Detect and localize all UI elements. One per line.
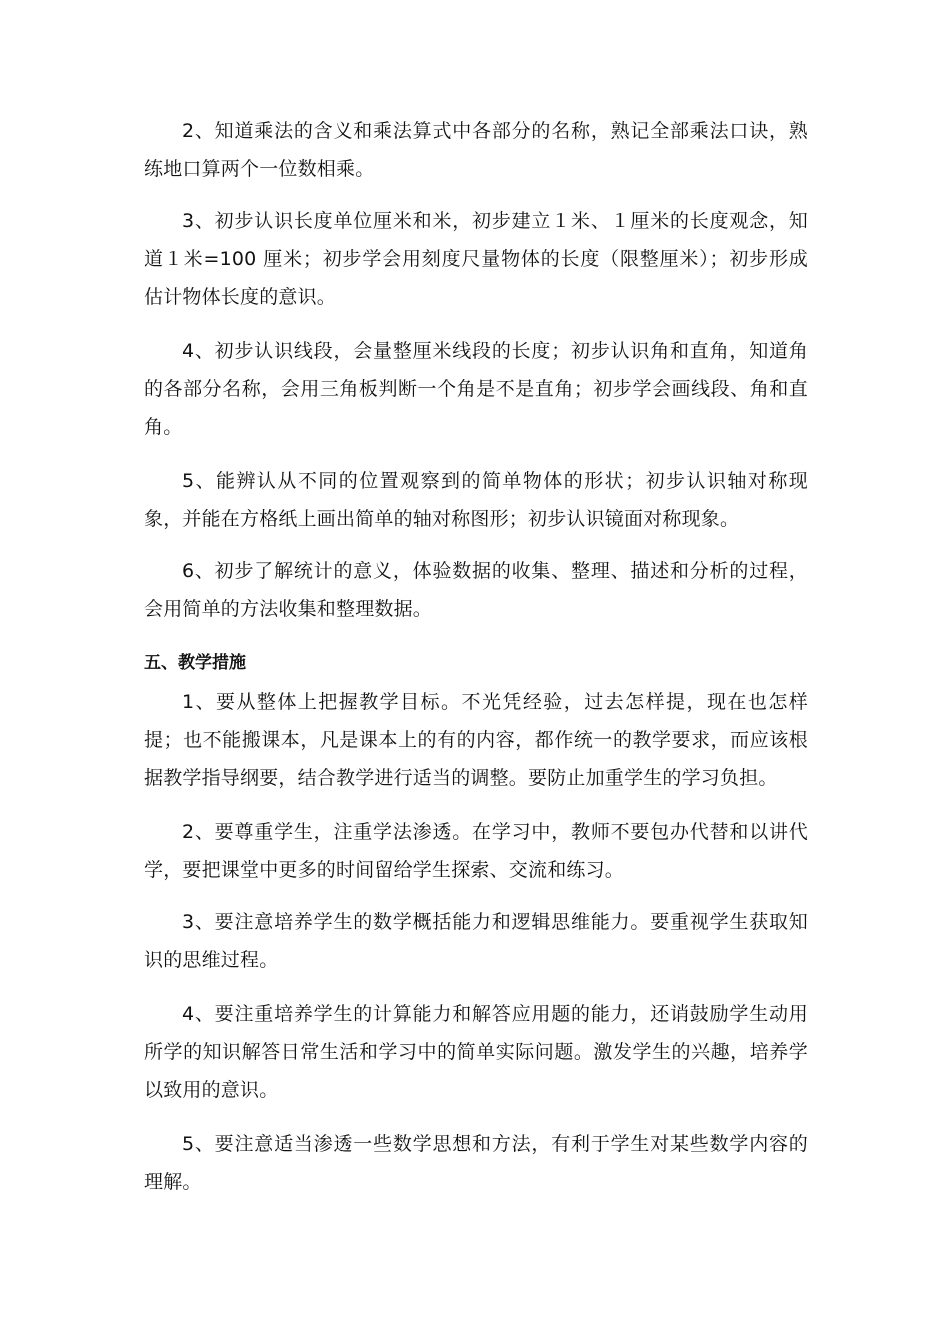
- measure-1: 1、要从整体上把握教学目标。不光凭经验，过去怎样提，现在也怎样提；也不能搬课本，凡是课本上的有的内容，都作统一的教学要求，而应该根据教学指导纲要，结合教学进行适当的调整。要防止加重学生的学习负担。: [144, 691, 808, 789]
- objective-2: 2、知道乘法的含义和乘法算式中各部分的名称，熟记全部乘法口诀，熟练地口算两个一位数相乘。: [144, 120, 808, 180]
- objective-6: 6、初步了解统计的意义，体验数据的收集、整理、描述和分析的过程，会用简单的方法收集和整理数据。: [144, 560, 808, 620]
- objective-3: 3、初步认识长度单位厘米和米，初步建立１米、１厘米的长度观念，知道１米=100 厘米；初步学会用刻度尺量物体的长度（限整厘米）；初步形成估计物体长度的意识。: [144, 210, 808, 308]
- measure-3: 3、要注意培养学生的数学概括能力和逻辑思维能力。要重视学生获取知识的思维过程。: [144, 911, 808, 971]
- measure-5: 5、要注意适当渗透一些数学思想和方法，有利于学生对某些数学内容的理解。: [144, 1133, 808, 1193]
- section-heading: 五、教学措施: [144, 653, 246, 673]
- objective-4: 4、初步认识线段，会量整厘米线段的长度；初步认识角和直角，知道角的各部分名称，会用三角板判断一个角是不是直角；初步学会画线段、角和直角。: [144, 340, 808, 438]
- measure-2: 2、要尊重学生，注重学法渗透。在学习中，教师不要包办代替和以讲代学，要把课堂中更多的时间留给学生探索、交流和练习。: [144, 821, 808, 881]
- measure-4: 4、要注重培养学生的计算能力和解答应用题的能力，还诮鼓励学生动用所学的知识解答日常生活和学习中的简单实际问题。激发学生的兴趣，培养学以致用的意识。: [144, 1003, 808, 1101]
- objective-5: 5、能辨认从不同的位置观察到的简单物体的形状；初步认识轴对称现象，并能在方格纸上画出简单的轴对称图形；初步认识镜面对称现象。: [144, 470, 808, 530]
